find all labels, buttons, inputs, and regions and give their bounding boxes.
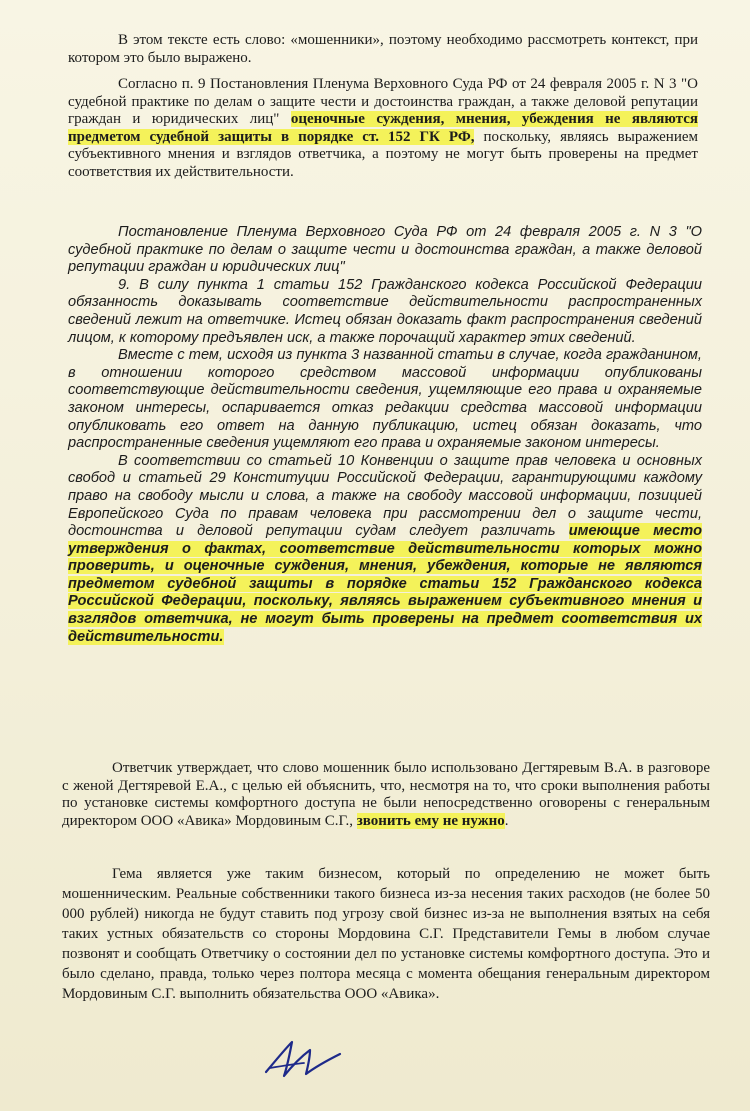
paragraph-citation: [68, 76, 698, 181]
quote-paragraph-2: Вместе с тем, исходя из пункта 3 названной статьи в случае, когда гражданином, в отношении которого средством массовой информации опубликованы соответствующие действительности сведения, ущемляющие его права и охраняемые законом интересы, оспаривается отказ редакции средства массовой информации опубликовать его ответ на данную публикацию, истец обязан доказать, что распространенные сведения ущемляют его права и охраняемые законом интересы.: [68, 347, 702, 452]
paragraph-gema: Гема является уже таким бизнесом, который по определению не может быть мошенническим. Реальные собственники такого бизнеса из-за несения таких расходов (не более 50 000 рублей) никогда не будут ставить под угрозу свой бизнес из-за не выполнения взятых на себя таких устных обязательств со стороны Мордовина С.Г. Представители Гемы в любом случае позвонят и сообщать Ответчику о состоянии дел по установке системы комфортного доступа. Это и было сделано, правда, только через полтора месяца с момента обещания генеральным директором Мордовиным С.Г. выполнить обязательства ООО «Авика».: [62, 866, 710, 1002]
quote-p3-text: В соответствии со статьей 10 Конвенции о защите прав человека и основных свобод и статьей 29 Конституции Российской Федерации, гарантирующими каждому право на свободу мысли и слова, а также на свободу массовой информации, позицией Европейского Суда по правам человека при рассмотрении дел о защите чести, достоинства и деловой репутации судам следует различать: [68, 452, 702, 540]
quote-p3-highlight: имеющие место утверждения о фактах, соответствие действительности которых можно проверить, и оценочные суждения, мнения, убеждения, которые не являются предметом судебной защиты в порядке статьи 152 Гражданского кодекса Российской Федерации, поскольку, являясь выражением субъективного мнения и взглядов ответчика, не могут быть проверены на предмет соответствия их действительности.: [68, 523, 702, 645]
defendant-block: [62, 760, 710, 830]
defendant-highlight: звонить ему не нужно: [356, 812, 505, 829]
citation-text-end: поскольку, являясь выражением субъективного мнения и взглядов ответчика, а поэтому не могут быть проверены на предмет соответствия их действительности.: [68, 128, 699, 180]
signature-image: [258, 1030, 358, 1090]
citation-highlight: оценочные суждения, мнения, убеждения не являются предметом судебной защиты в порядке ст. 152 ГК РФ,: [68, 111, 699, 145]
defendant-text: Ответчик утверждает, что слово мошенник было использовано Дегтяревым В.А. в разговоре с женой Дегтяревой Е.А., с целью ей объяснить, что, несмотря на то, что сроки выполнения работы по установке системы комфортного доступа не были непосредственно оговорены с генеральным директором ООО «Авика» Мордовиным С.Г.,: [62, 760, 710, 829]
defendant-text-end: .: [504, 812, 509, 829]
intro-block: [68, 32, 698, 181]
quote-block: [68, 224, 702, 646]
citation-text: Согласно п. 9 Постановления Пленума Верховного Суда РФ от 24 февраля 2005 г. N 3 "О судебной практике по делам о защите чести и достоинства граждан, а также деловой репутации граждан и юридических лиц": [68, 76, 698, 127]
gema-block: [62, 864, 710, 1004]
quote-paragraph-3: [68, 453, 702, 647]
quote-paragraph-1: 9. В силу пункта 1 статьи 152 Гражданского кодекса Российской Федерации обязанность доказывать соответствие действительности распространенных сведений лежит на ответчике. Истец обязан доказать факт распространения сведений лицом, к которому предъявлен иск, а также порочащий характер этих сведений.: [68, 276, 702, 346]
paragraph-intro: В этом тексте есть слово: «мошенники», поэтому необходимо рассмотреть контекст, при котором это было выражено.: [68, 32, 698, 66]
quote-title: Постановление Пленума Верховного Суда РФ от 24 февраля 2005 г. N 3 "О судебной практике по делам о защите чести и достоинства граждан, а также деловой репутации граждан и юридических лиц": [68, 224, 702, 276]
paragraph-defendant: [62, 760, 710, 830]
